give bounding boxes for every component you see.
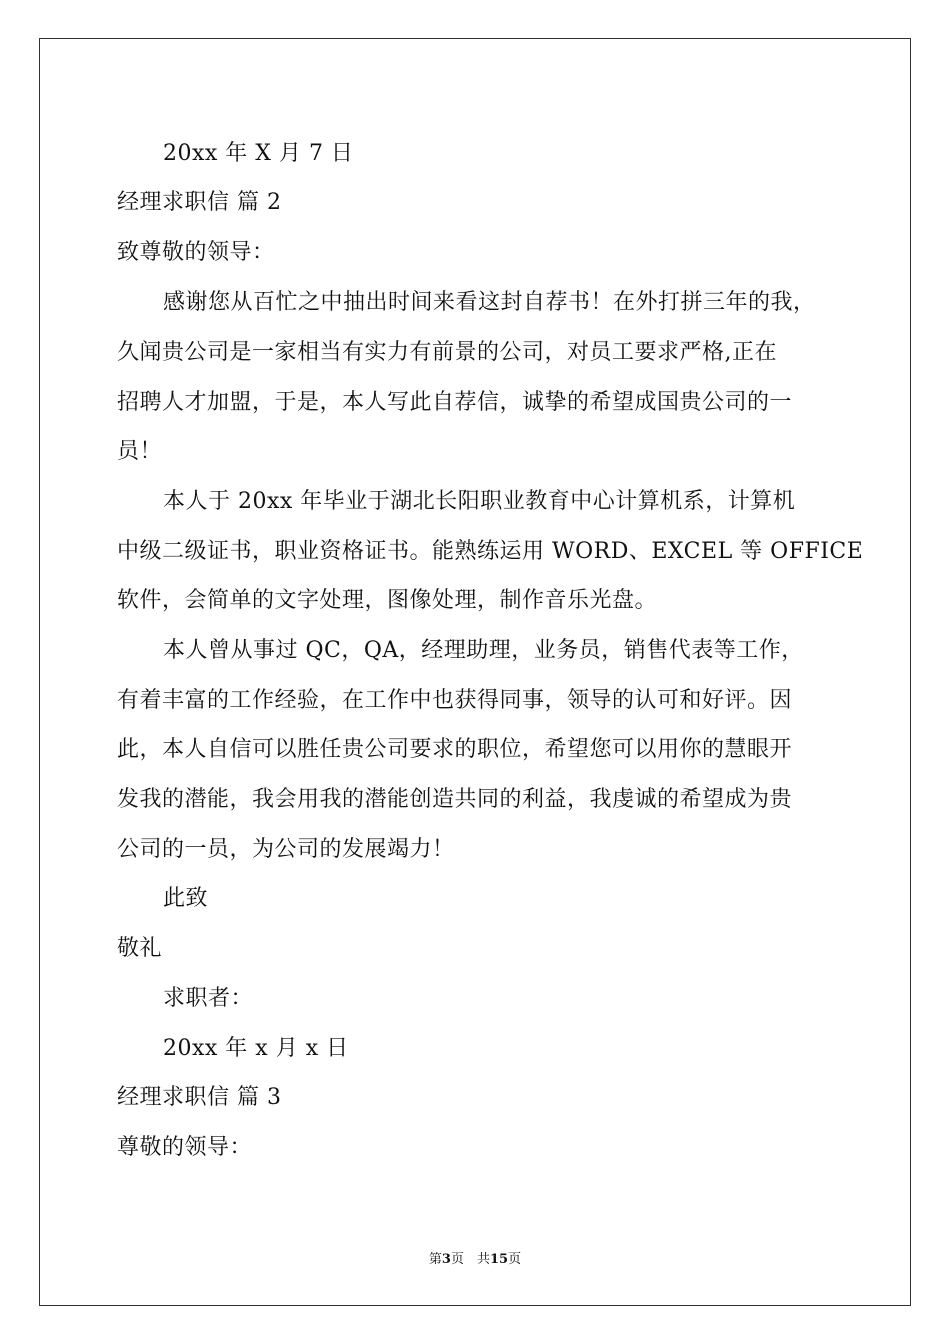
paragraph-line: 本人曾从事过 QC，QA，经理助理，业务员，销售代表等工作， [163,638,804,663]
paragraph-line: 中级二级证书，职业资格证书。能熟练运用 WORD、EXCEL 等 OFFICE [117,539,864,564]
footer-page-number: 3 [441,1252,451,1267]
paragraph-line: 久闻贵公司是一家相当有实力有前景的公司，对员工要求严格,正在 [117,340,777,365]
date-line: 20xx 年 x 月 x 日 [163,1036,349,1061]
paragraph-line: 招聘人才加盟，于是，本人写此自荐信，诚挚的希望成国贵公司的一 [117,390,793,415]
page-border [39,38,911,1306]
paragraph-line: 员！ [117,439,163,464]
section-heading: 经理求职信 篇 3 [117,1085,282,1110]
closing-line: 敬礼 [117,936,163,961]
section-heading: 经理求职信 篇 2 [117,190,282,215]
paragraph-line: 此，本人自信可以胜任贵公司要求的职位，希望您可以用你的慧眼开 [117,737,793,762]
paragraph-line: 发我的潜能，我会用我的潜能创造共同的利益，我虔诚的希望成为贵 [117,787,793,812]
paragraph-line: 本人于 20xx 年毕业于湖北长阳职业教育中心计算机系，计算机 [163,489,796,514]
date-line: 20xx 年 X 月 7 日 [163,141,354,166]
salutation: 尊敬的领导： [117,1135,253,1160]
salutation: 致尊敬的领导： [117,240,275,265]
paragraph-line: 软件，会简单的文字处理，图像处理，制作音乐光盘。 [117,588,658,613]
footer-middle: 页 共 [450,1252,490,1267]
footer-suffix: 页 [508,1252,522,1267]
footer-prefix: 第 [428,1252,442,1267]
page-footer [0,1248,950,1267]
paragraph-line: 有着丰富的工作经验，在工作中也获得同事，领导的认可和好评。因 [117,688,793,713]
paragraph-line: 感谢您从百忙之中抽出时间来看这封自荐书！在外打拼三年的我， [163,290,816,315]
paragraph-line: 公司的一员，为公司的发展竭力！ [117,837,455,862]
footer-total-pages: 15 [489,1252,509,1267]
signature-line: 求职者： [163,986,254,1011]
closing-line: 此致 [163,886,209,911]
